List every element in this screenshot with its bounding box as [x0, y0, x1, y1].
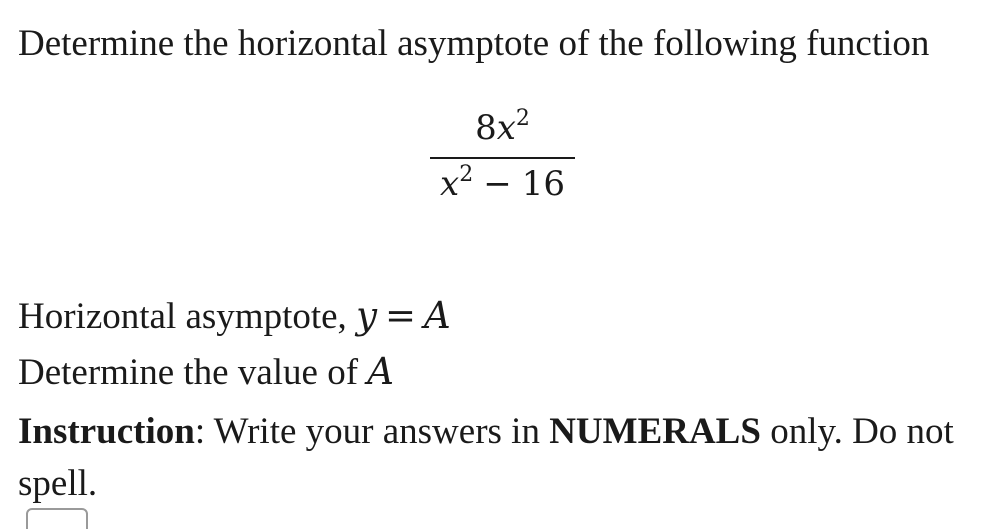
determine-variable: A	[367, 350, 395, 393]
asymptote-prefix: Horizontal asymptote,	[18, 296, 357, 337]
asymptote-statement	[18, 294, 451, 339]
instruction-text	[18, 406, 978, 510]
function-fraction	[430, 100, 575, 210]
question-text: Determine the horizontal asymptote of the following function	[18, 23, 930, 64]
numerator-variable: x	[496, 108, 516, 148]
instruction-text-before: : Write your answers in	[194, 411, 550, 452]
fraction-numerator	[430, 108, 575, 148]
instruction-bold-word: NUMERALS	[549, 411, 761, 452]
asymptote-equals: =	[384, 294, 416, 337]
fraction-denominator	[430, 164, 575, 204]
denominator-variable: x	[440, 164, 460, 204]
determine-prefix: Determine the value of	[18, 352, 368, 393]
denominator-exponent: 2	[459, 162, 474, 187]
instruction-text-after: only. Do not spell.	[18, 411, 954, 504]
instruction-label: Instruction	[18, 411, 195, 452]
fraction-bar	[430, 157, 575, 159]
determine-statement	[18, 350, 394, 395]
denominator-constant: 16	[521, 164, 565, 204]
answer-input[interactable]	[26, 508, 88, 529]
asymptote-value-symbol: A	[423, 294, 451, 337]
asymptote-variable: y	[356, 294, 377, 337]
denominator-operator: −	[483, 164, 512, 204]
numerator-coefficient: 8	[475, 108, 497, 148]
numerator-exponent: 2	[515, 106, 530, 131]
